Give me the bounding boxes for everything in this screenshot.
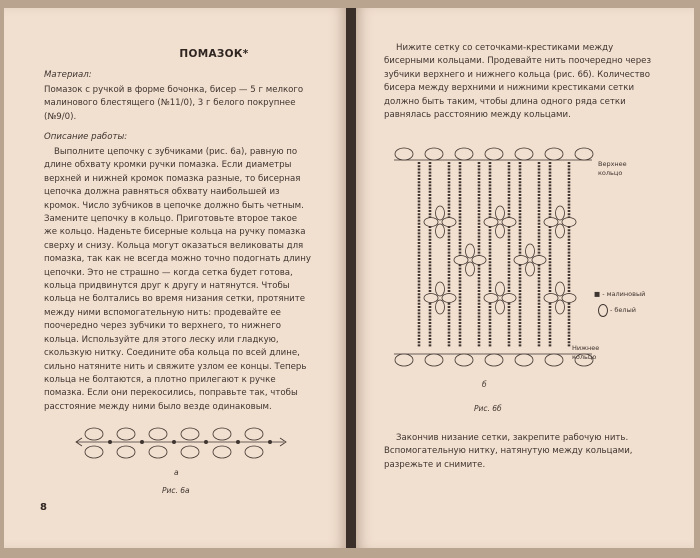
description-heading: Описание работы: bbox=[44, 132, 128, 142]
left-page bbox=[4, 8, 346, 548]
legend-white: - белый bbox=[610, 306, 636, 314]
figure-6a-caption: Рис. 6а bbox=[162, 486, 190, 495]
figure-6b-caption: Рис. 6б bbox=[474, 404, 502, 413]
legend-white-bead-icon bbox=[598, 304, 608, 317]
final-text: Закончив низание сетки, закрепите рабочую нить. Вспомогательную нитку, натянутую между кольцами, разрежьте и снимите. bbox=[384, 433, 633, 470]
description-text: Выполните цепочку с зубчиками (рис. 6а), равную по длине обхвату кромки ручки помазка. Если диаметры верхней и нижней кромок помазка разные, то бисерная цепочка должна равняться обхвату наибольшей из кромок. Число зубчиков в цепочке должно быть четным. Замените цепочку в кольцо. Приготовьте второе такое же кольцо. Наденьте бисерные кольца на ручку помазка сверху и снизу. Кольца могут оказаться великоваты для помазка, так как не всегда можно точно подогнать длину цепочки. Это не страшно — когда сетка будет готова, кольца придвинутся друг к другу и натянутся. Чтобы кольца не болтались во время низания сетки, протяните между ними вспомогательную нить: продевайте ее поочередно через зубчики то верхнего, то нижнего кольца. Используйте для этого леску или гладкую, скользкую нитку. Соедините оба кольца по всей длине, сильно натяните нить и свяжите узлом ее концы. Теперь кольца не болтаются, а плотно прилегают к ручке помазка. Если они перекосились, поправьте так, чтобы расстояние между ними было везде одинаковым. bbox=[44, 147, 311, 412]
figure-6b-letter: б bbox=[482, 380, 487, 389]
label-bottom-ring: Нижнее кольцо bbox=[572, 344, 600, 361]
figure-6b-net-diagram bbox=[392, 142, 602, 374]
legend-crimson: ■ - малиновый bbox=[594, 290, 646, 298]
page-number: 8 bbox=[40, 502, 47, 513]
figure-6a-chain-diagram bbox=[70, 420, 290, 470]
figure-6a-letter: а bbox=[174, 468, 179, 477]
article-title: ПОМАЗОК* bbox=[179, 48, 249, 60]
book-gutter bbox=[346, 8, 356, 548]
materials-heading: Материал: bbox=[44, 70, 92, 80]
right-page bbox=[356, 8, 694, 548]
label-top-ring: Верхнее кольцо bbox=[598, 160, 627, 177]
materials-text: Помазок с ручкой в форме бочонка, бисер — 5 г мелкого малинового блестящего (№11/0), 3 г белого покрупнее (№9/0). bbox=[44, 85, 304, 122]
intro-text: Нижите сетку со сеточками-крестиками между бисерными кольцами. Продевайте нить поочередно через зубчики верхнего и нижнего кольца (рис. 6б). Количество бисера между верхними и нижними крестиками сетки должно быть таким, чтобы длина одного ряда сетки равнялась расстоянию между кольцами. bbox=[384, 43, 652, 121]
